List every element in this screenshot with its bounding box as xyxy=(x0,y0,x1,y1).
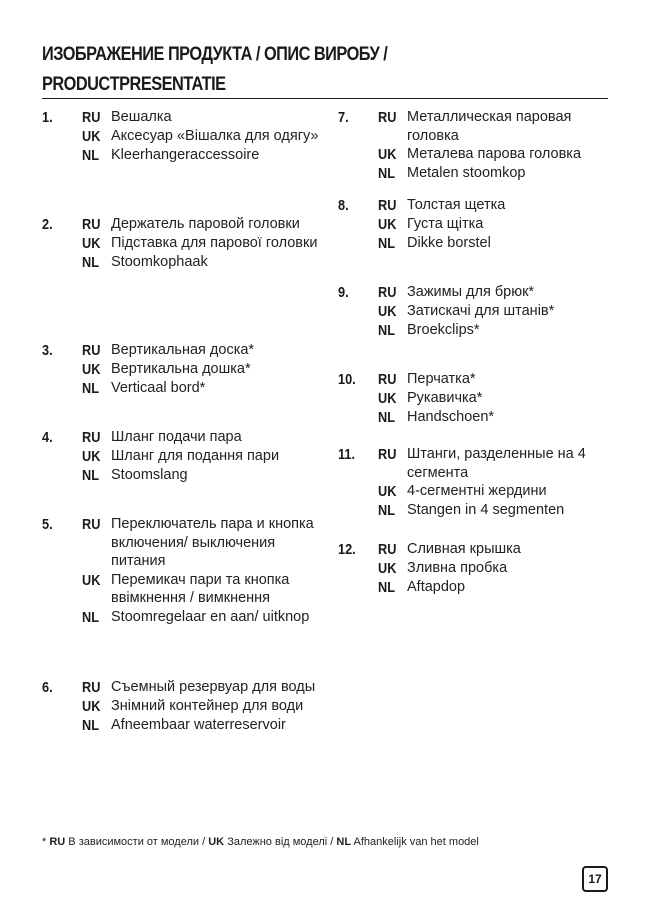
part-name-nl xyxy=(378,501,613,520)
lang-code: RU xyxy=(378,446,397,463)
part-name-text: Густа щітка xyxy=(407,216,484,232)
lang-code: UK xyxy=(378,216,397,233)
part-name-text: Металева парова головка xyxy=(407,146,582,162)
part-name-nl xyxy=(82,716,322,735)
part-name-ru xyxy=(378,540,613,559)
lang-code: RU xyxy=(82,342,101,359)
lang-code: UK xyxy=(378,146,397,163)
lang-code: NL xyxy=(378,502,395,519)
part-name-ru xyxy=(82,515,322,571)
lang-code: RU xyxy=(378,541,397,558)
part-name-text: Metalen stoomkop xyxy=(407,165,526,181)
page-number: 17 xyxy=(582,866,608,892)
part-name-text: Aftapdop xyxy=(407,579,466,595)
lang-code: RU xyxy=(82,109,101,126)
part-name-text: Stoomkophaak xyxy=(111,254,208,270)
page-title-line-1: ИЗОБРАЖЕНИЕ ПРОДУКТА / ОПИС ВИРОБУ / xyxy=(42,44,388,65)
part-name-text: Вертикальная доска* xyxy=(111,342,255,358)
lang-code: NL xyxy=(378,322,395,339)
part-name-ru xyxy=(378,196,613,215)
part-name-text: Stoomregelaar en aan/ uitknop xyxy=(111,608,310,625)
lang-code: UK xyxy=(82,128,101,145)
parts-list-left-column xyxy=(42,108,322,735)
lang-code: UK xyxy=(82,571,101,589)
lang-code: RU xyxy=(82,679,101,696)
part-name-text: Держатель паровой головки xyxy=(111,216,300,232)
lang-code: NL xyxy=(82,254,99,271)
part-name-ru xyxy=(378,370,613,389)
part-number: 5. xyxy=(42,516,53,533)
part-number: 1. xyxy=(42,109,53,126)
part-name-uk xyxy=(378,215,613,234)
part-number: 8. xyxy=(338,197,349,214)
lang-code: NL xyxy=(82,717,99,734)
part-name-text: Broekclips* xyxy=(407,322,480,338)
part-name-text: Затискачі для штанів* xyxy=(407,303,555,319)
footnote xyxy=(42,834,479,850)
lang-code: UK xyxy=(378,483,397,500)
part-name-text: Підставка для парової головки xyxy=(111,235,318,251)
part-name-uk xyxy=(82,127,322,146)
part-name-uk xyxy=(378,389,613,408)
part-item-4 xyxy=(42,428,322,515)
part-name-text: 4-сегментні жердини xyxy=(407,483,547,499)
part-name-text: Аксесуар «Вішалка для одягу» xyxy=(111,128,319,144)
part-number: 10. xyxy=(338,371,356,388)
lang-code: NL xyxy=(378,235,395,252)
part-name-uk xyxy=(82,697,322,716)
part-name-text: Шланг для подання пари xyxy=(111,448,280,464)
lang-code: RU xyxy=(82,516,101,533)
part-name-text: Afneembaar waterreservoir xyxy=(111,717,286,733)
part-name-nl xyxy=(82,253,322,272)
part-name-text: Штанги, разделенные на 4 сегмента xyxy=(407,446,586,481)
lang-code: NL xyxy=(82,608,99,626)
part-item-6 xyxy=(42,678,322,735)
part-name-ru xyxy=(82,215,322,234)
part-name-uk xyxy=(82,234,322,253)
part-item-3 xyxy=(42,341,322,428)
part-name-uk xyxy=(378,302,613,321)
lang-code: NL xyxy=(378,579,395,596)
part-name-nl xyxy=(378,408,613,427)
part-name-text: Handschoen* xyxy=(407,409,495,425)
part-name-text: Знімний контейнер для води xyxy=(111,698,304,714)
part-name-text: Сливная крышка xyxy=(407,541,521,557)
part-name-text: Съемный резервуар для воды xyxy=(111,679,316,695)
lang-code: NL xyxy=(378,409,395,426)
footnote-nl-code: NL xyxy=(336,836,352,848)
part-name-nl xyxy=(82,466,322,485)
lang-code: NL xyxy=(82,467,99,484)
lang-code: UK xyxy=(378,560,397,577)
part-number: 4. xyxy=(42,429,53,446)
part-name-text: Рукавичка* xyxy=(407,390,483,406)
part-name-text: Зажимы для брюк* xyxy=(407,284,535,300)
part-number: 11. xyxy=(338,446,356,463)
part-name-text: Перемикач пари та кнопка ввімкнення / вимкнення xyxy=(111,571,290,606)
part-number: 7. xyxy=(338,109,349,126)
lang-code: UK xyxy=(82,235,101,252)
lang-code: NL xyxy=(82,147,99,164)
part-name-ru xyxy=(82,341,322,360)
lang-code: NL xyxy=(378,165,395,182)
part-item-7 xyxy=(338,108,613,196)
part-name-nl xyxy=(82,146,322,165)
part-name-text: Verticaal bord* xyxy=(111,380,206,396)
part-name-nl xyxy=(378,164,613,183)
part-name-nl xyxy=(378,578,613,597)
lang-code: RU xyxy=(378,109,397,126)
part-name-text: Dikke borstel xyxy=(407,235,491,251)
part-name-text: Металлическая паровая головка xyxy=(407,109,572,144)
part-name-text: Stoomslang xyxy=(111,467,188,483)
lang-code: UK xyxy=(378,303,397,320)
part-number: 6. xyxy=(42,679,53,696)
part-name-text: Kleerhangeraccessoire xyxy=(111,147,260,163)
title-divider xyxy=(42,98,608,99)
part-number: 3. xyxy=(42,342,53,359)
part-item-10 xyxy=(338,370,613,445)
part-item-12 xyxy=(338,540,613,597)
footnote-uk-text: Залежно від моделі / xyxy=(227,836,334,848)
footnote-ru-text: В зависимости от модели / xyxy=(68,836,206,848)
part-name-ru xyxy=(82,428,322,447)
lang-code: RU xyxy=(378,197,397,214)
lang-code: RU xyxy=(378,371,397,388)
part-name-text: Вертикальна дошка* xyxy=(111,361,251,377)
lang-code: RU xyxy=(378,284,397,301)
part-name-uk xyxy=(378,559,613,578)
part-item-5 xyxy=(42,515,322,678)
footnote-ru-code: RU xyxy=(49,836,66,848)
part-name-nl xyxy=(378,234,613,253)
part-name-ru xyxy=(82,678,322,697)
footnote-nl-text: Afhankelijk van het model xyxy=(353,836,479,848)
part-name-uk xyxy=(378,145,613,164)
part-name-nl xyxy=(378,321,613,340)
footnote-star: * xyxy=(42,836,47,848)
part-item-11 xyxy=(338,445,613,540)
part-name-uk xyxy=(82,360,322,379)
lang-code: RU xyxy=(82,216,101,233)
lang-code: RU xyxy=(82,429,101,446)
lang-code: UK xyxy=(82,448,101,465)
part-number: 2. xyxy=(42,216,53,233)
part-name-ru xyxy=(378,108,613,145)
part-name-ru xyxy=(378,445,613,482)
part-name-ru xyxy=(378,283,613,302)
page-title xyxy=(42,40,524,100)
part-name-text: Вешалка xyxy=(111,109,172,125)
part-name-nl xyxy=(82,379,322,398)
part-name-text: Перчатка* xyxy=(407,371,476,387)
footnote-uk-code: UK xyxy=(208,836,225,848)
lang-code: UK xyxy=(82,361,101,378)
part-name-text: Переключатель пара и кнопка включения/ выключения питания xyxy=(111,516,314,569)
part-name-text: Шланг подачи пара xyxy=(111,429,242,445)
part-name-text: Stangen in 4 segmenten xyxy=(407,502,565,518)
page-title-line-2: PRODUCTPRESENTATIE xyxy=(42,74,226,95)
part-item-2 xyxy=(42,215,322,341)
part-name-uk xyxy=(378,482,613,501)
part-item-9 xyxy=(338,283,613,370)
part-number: 12. xyxy=(338,541,356,558)
part-name-text: Толстая щетка xyxy=(407,197,506,213)
lang-code: NL xyxy=(82,380,99,397)
part-name-nl xyxy=(82,608,322,627)
part-name-uk xyxy=(82,447,322,466)
parts-list-right-column xyxy=(338,108,613,597)
part-item-8 xyxy=(338,196,613,283)
part-number: 9. xyxy=(338,284,349,301)
part-name-uk xyxy=(82,571,322,608)
part-name-text: Зливна пробка xyxy=(407,560,508,576)
lang-code: UK xyxy=(378,390,397,407)
part-item-1 xyxy=(42,108,322,215)
lang-code: UK xyxy=(82,698,101,715)
part-name-ru xyxy=(82,108,322,127)
